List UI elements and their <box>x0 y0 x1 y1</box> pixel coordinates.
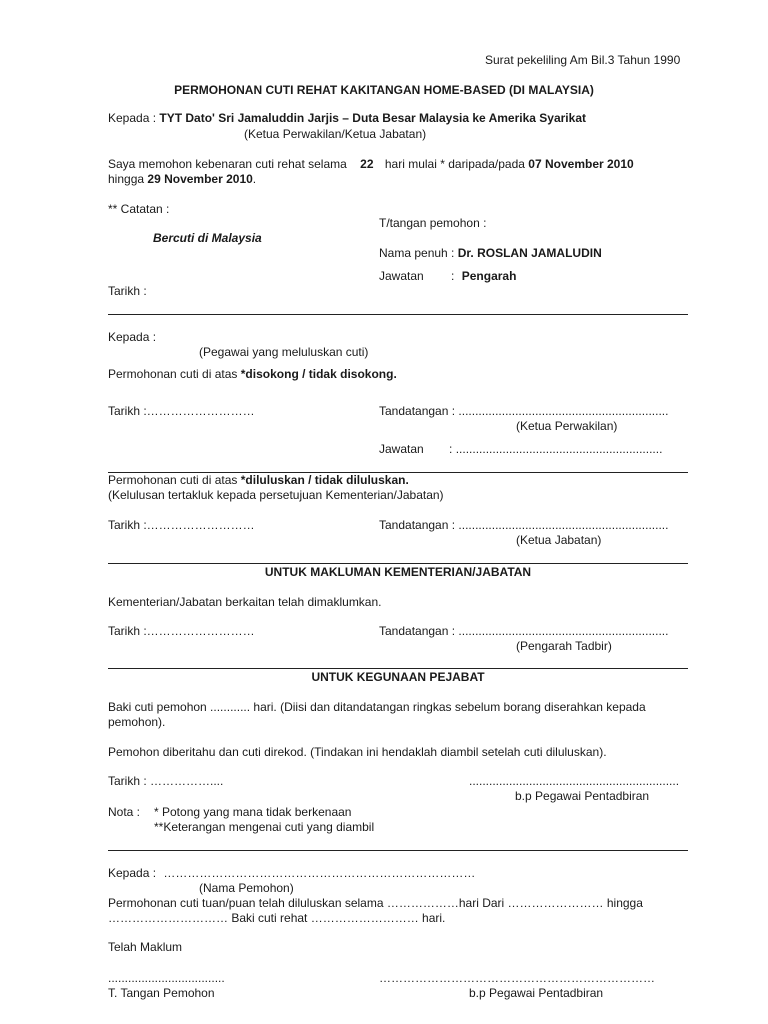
reply-line2[interactable]: ………………………… Baki cuti rehat ……………………… hari. <box>108 911 446 925</box>
support-to-label: Kepada : <box>108 330 157 344</box>
support-signatory: (Ketua Perwakilan) <box>516 419 618 433</box>
section-divider <box>108 850 688 851</box>
approval-decision: *diluluskan / tidak diluluskan. <box>240 473 409 487</box>
ministry-statement: Kementerian/Jabatan berkaitan telah dimaklumkan. <box>108 595 382 609</box>
approval-date-field[interactable]: Tarikh :……………………… <box>108 518 255 532</box>
position-value: Pengarah <box>461 269 517 283</box>
request-start-date: 07 November 2010 <box>528 157 634 171</box>
office-signatory: b.p Pegawai Pentadbiran <box>515 789 650 803</box>
position-label: Jawatan <box>379 269 424 283</box>
section-divider <box>108 314 688 315</box>
position-line: Jawatan : Pengarah <box>379 269 517 283</box>
office-signature-field[interactable]: ............................................................... <box>469 774 680 788</box>
support-to-note: (Pegawai yang meluluskan cuti) <box>199 345 369 359</box>
until-label: hingga <box>108 172 145 186</box>
request-end-date: 29 November 2010 <box>147 172 253 186</box>
form-title: PERMOHONAN CUTI REHAT KAKITANGAN HOME-BASED (DI MALAYSIA) <box>174 83 594 97</box>
applicant-signature-label: T/tangan pemohon : <box>379 216 487 230</box>
approval-signature-field[interactable]: Tandatangan : ............................................................... <box>379 518 669 532</box>
support-statement: Permohonan cuti di atas *disokong / tidak disokong. <box>108 367 397 381</box>
approval-signatory: (Ketua Jabatan) <box>516 533 602 547</box>
office-balance-line2: pemohon). <box>108 715 166 729</box>
reply-line1[interactable]: Permohonan cuti tuan/puan telah diluluskan selama ………………hari Dari …………………… hingga <box>108 896 643 910</box>
approval-note: (Kelulusan tertakluk kepada persetujuan Kementerian/Jabatan) <box>108 488 444 502</box>
fullname-label: Nama penuh : <box>379 246 455 260</box>
to-line <box>108 111 586 126</box>
request-until-line: hingga 29 November 2010. <box>108 172 257 186</box>
applicant-signature-label: T. Tangan Pemohon <box>108 986 215 1000</box>
nota-item-1: * Potong yang mana tidak berkenaan <box>154 805 352 819</box>
request-days: 22 <box>360 157 374 171</box>
section-divider <box>108 668 688 669</box>
section-divider <box>108 563 688 564</box>
reply-acknowledged: Telah Maklum <box>108 940 183 954</box>
request-prefix: Saya memohon kebenaran cuti rehat selama <box>108 157 347 171</box>
request-mid: hari mulai * daripada/pada <box>384 157 525 171</box>
reply-to-label: Kepada : <box>108 866 157 880</box>
ministry-signatory: (Pengarah Tadbir) <box>516 639 612 653</box>
support-position-field[interactable]: Jawatan : .............................................................. <box>379 442 663 456</box>
fullname-line <box>379 246 602 261</box>
support-decision: *disokong / tidak disokong. <box>240 367 397 381</box>
support-date-field[interactable]: Tarikh :……………………… <box>108 404 255 418</box>
ministry-heading: UNTUK MAKLUMAN KEMENTERIAN/JABATAN <box>264 565 532 579</box>
office-heading: UNTUK KEGUNAAN PEJABAT <box>311 670 485 684</box>
applicant-signature-field[interactable]: ................................... <box>108 971 225 985</box>
officer-signature-label: b.p Pegawai Pentadbiran <box>469 986 604 1000</box>
officer-signature-field[interactable]: …………………………………………………………… <box>379 971 655 985</box>
to-role-note: (Ketua Perwakilan/Ketua Jabatan) <box>244 127 427 141</box>
nota-item-2: **Keterangan mengenai cuti yang diambil <box>154 820 375 834</box>
ministry-date-field[interactable]: Tarikh :……………………… <box>108 624 255 638</box>
reply-to-field[interactable]: …………………………………………………………………… <box>163 866 476 880</box>
to-label: Kepada : <box>108 111 157 125</box>
circular-reference: Surat pekeliling Am Bil.3 Tahun 1990 <box>485 53 681 67</box>
notes-label: ** Catatan : <box>108 202 170 216</box>
approval-statement: Permohonan cuti di atas *diluluskan / tidak diluluskan. <box>108 473 409 487</box>
reply-to-note: (Nama Pemohon) <box>199 881 294 895</box>
office-date-field[interactable]: Tarikh : …………….... <box>108 774 224 788</box>
to-recipient: TYT Dato' Sri Jamaluddin Jarjis – Duta Besar Malaysia ke Amerika Syarikat <box>159 111 586 125</box>
request-line <box>108 157 634 172</box>
office-balance-line1: Baki cuti pemohon ............ hari. (Diisi dan ditandatangan ringkas sebelum borang diserahkan kepada <box>108 700 646 714</box>
fullname-value: Dr. ROSLAN JAMALUDIN <box>457 246 602 260</box>
nota-label: Nota : <box>108 805 141 819</box>
application-date-label: Tarikh : <box>108 284 147 298</box>
support-signature-field[interactable]: Tandatangan : ............................................................... <box>379 404 669 418</box>
reply-to-line <box>108 866 475 881</box>
notes-value: Bercuti di Malaysia <box>153 231 262 245</box>
office-recorded: Pemohon diberitahu dan cuti direkod. (Tindakan ini hendaklah diambil setelah cuti diluluskan). <box>108 745 607 759</box>
ministry-signature-field[interactable]: Tandatangan : ............................................................... <box>379 624 669 638</box>
